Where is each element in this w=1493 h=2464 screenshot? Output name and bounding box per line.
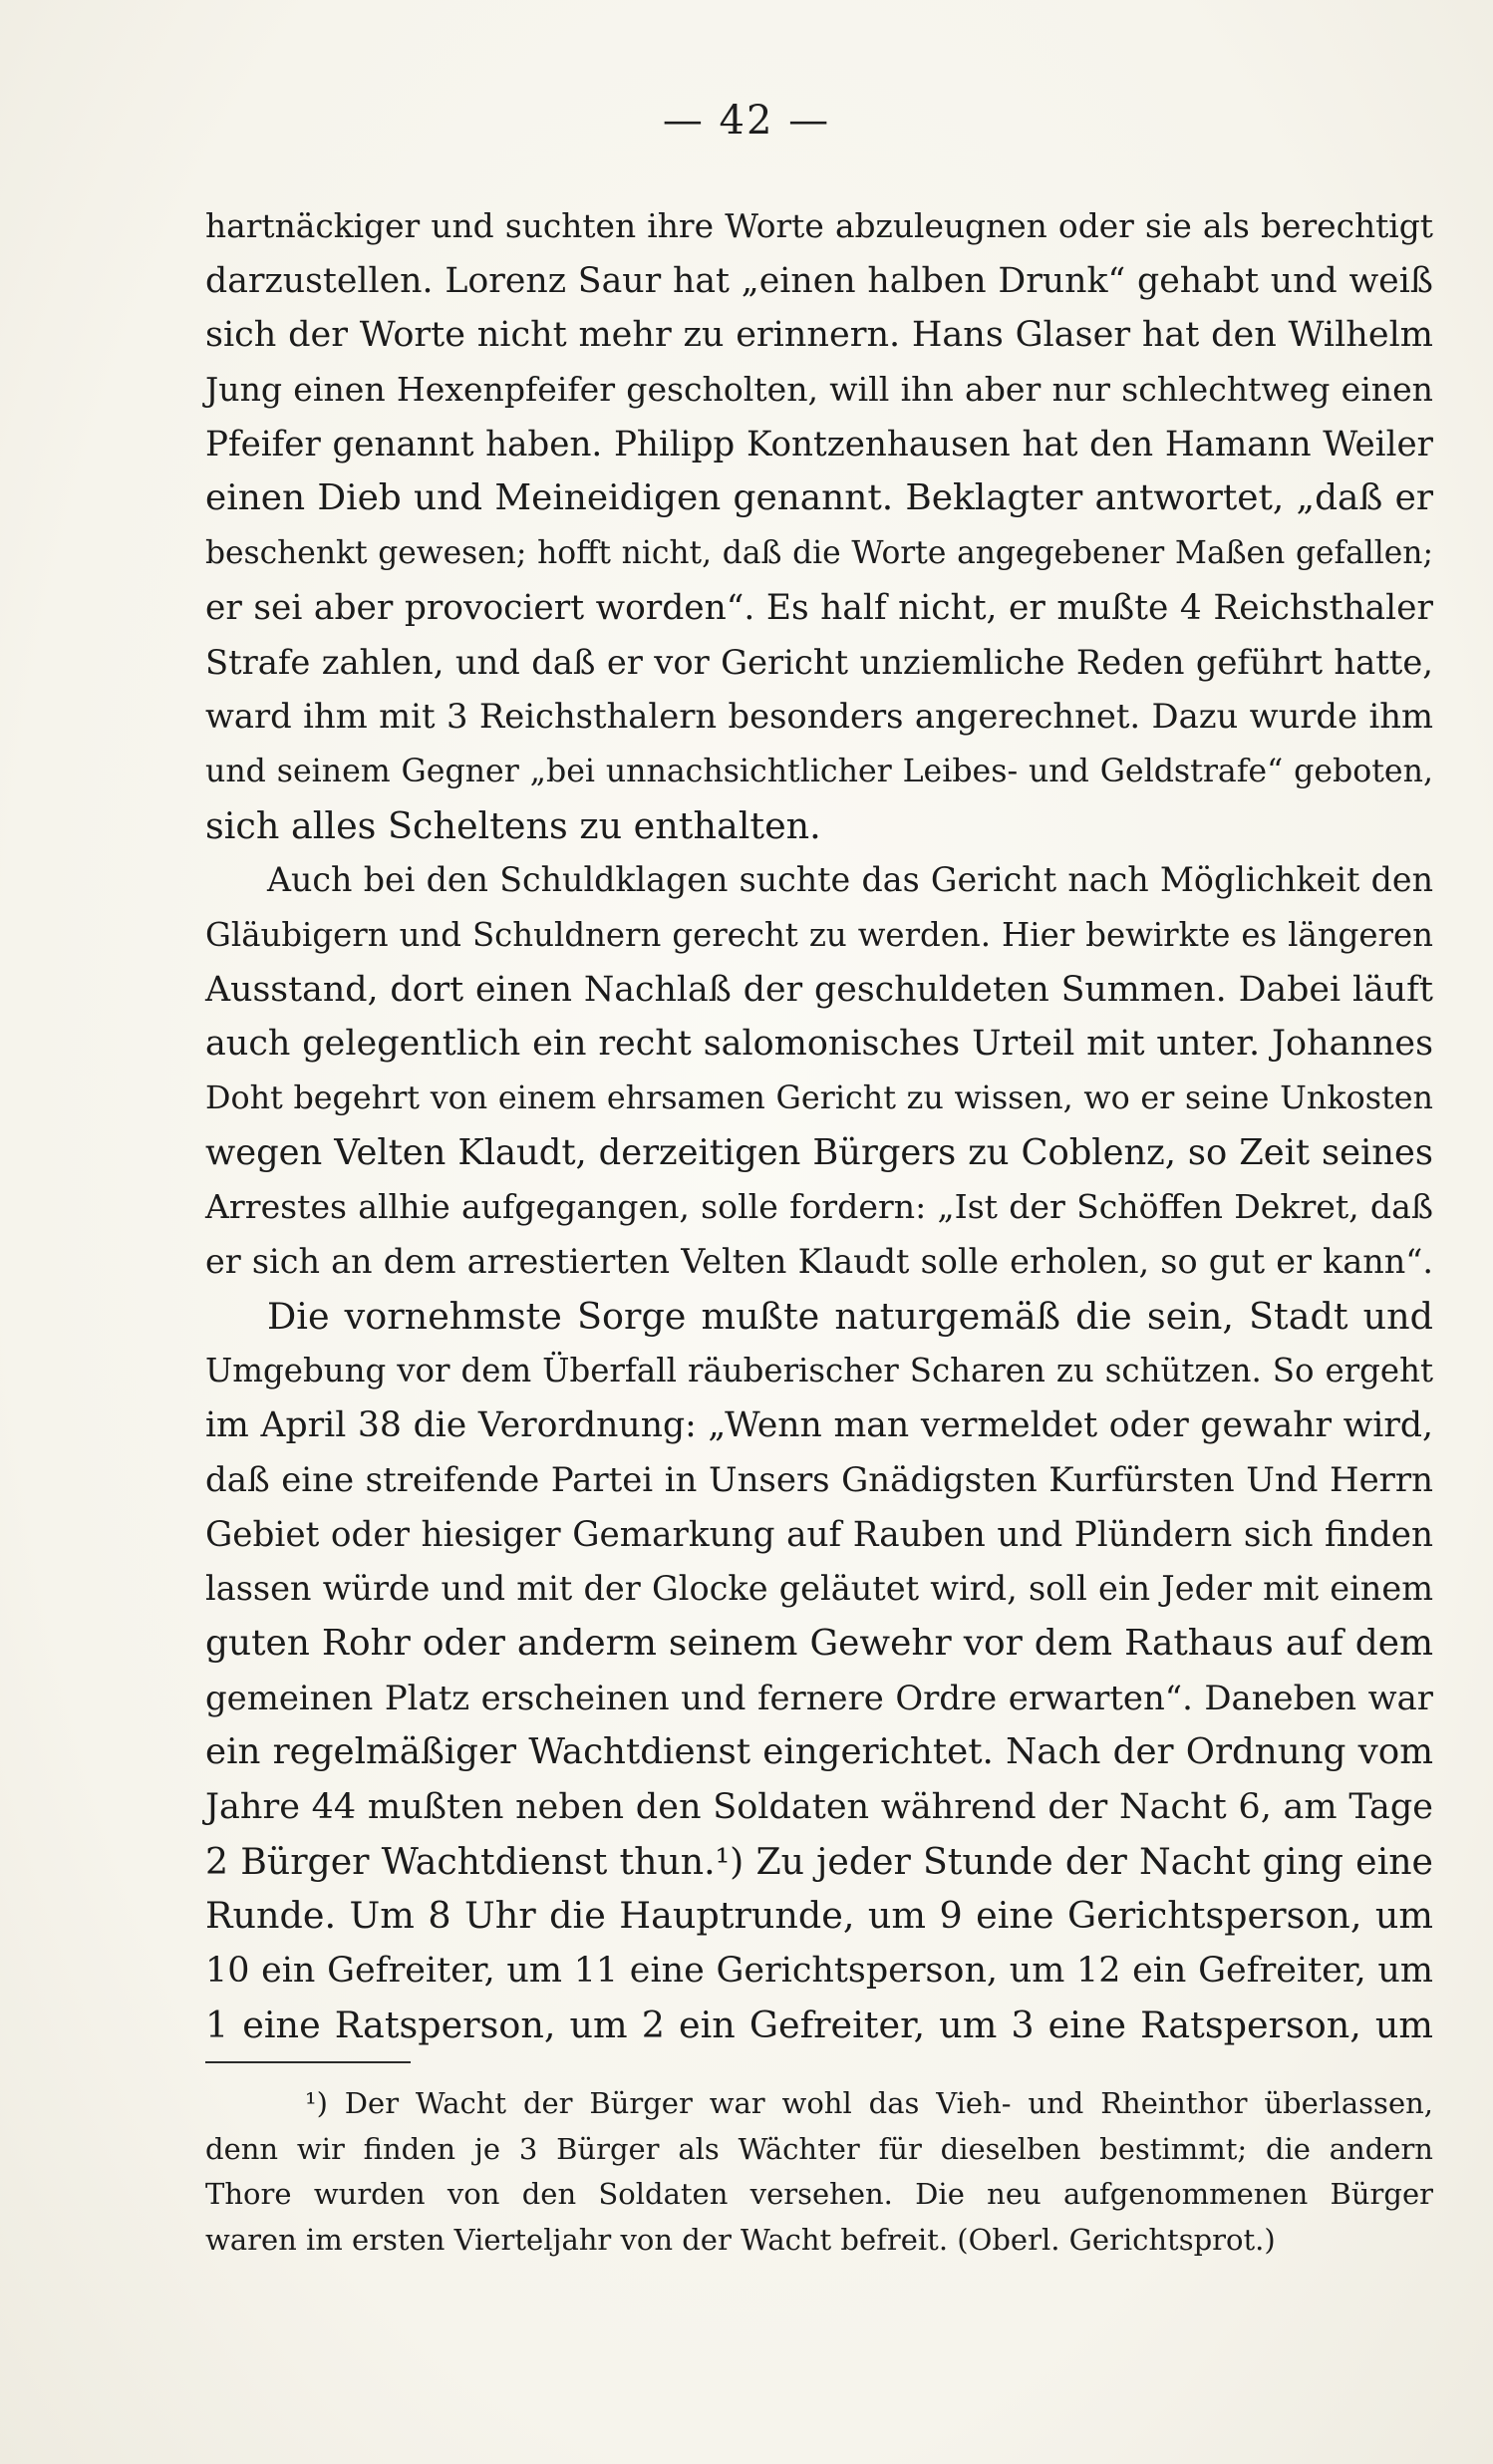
- footnote-line: Thore wurden von den Soldaten versehen. Die neu aufgenommenen Bürger: [205, 2177, 1433, 2211]
- text-line: wegen Velten Klaudt, derzeitigen Bürgers zu Coblenz, so Zeit seines: [205, 1131, 1433, 1173]
- text-line: 1 eine Ratsperson, um 2 ein Gefreiter, um 3 eine Ratsperson, um: [205, 2002, 1433, 2046]
- text-line: 10 ein Gefreiter, um 11 eine Gerichtsperson, um 12 ein Gefreiter, um: [205, 1951, 1433, 1991]
- text-line: beschenkt gewesen; hofft nicht, daß die Worte angegebener Maßen gefallen;: [205, 535, 1433, 572]
- text-line: Strafe zahlen, und daß er vor Gericht unziemliche Reden geführt hatte,: [205, 642, 1433, 682]
- text-line: er sich an dem arrestierten Velten Klaudt solle erholen, so gut er kann“.: [205, 1242, 1433, 1282]
- text-line: Die vornehmste Sorge mußte naturgemäß die sein, Stadt und: [267, 1294, 1433, 1338]
- text-line: Umgebung vor dem Überfall räuberischer Scharen zu schützen. So ergeht: [205, 1352, 1433, 1390]
- text-line: Auch bei den Schuldklagen suchte das Gericht nach Möglichkeit den: [267, 860, 1433, 900]
- text-line: im April 38 die Verordnung: „Wenn man vermeldet oder gewahr wird,: [205, 1405, 1433, 1446]
- text-line: ein regelmäßiger Wachtdienst eingerichtet. Nach der Ordnung vom: [205, 1731, 1433, 1773]
- footnote-line: waren im ersten Vierteljahr von der Wacht befreit. (Oberl. Gerichtsprot.): [205, 2222, 1276, 2257]
- text-line: sich alles Scheltens zu enthalten.: [205, 803, 821, 847]
- text-line: darzustellen. Lorenz Saur hat „einen halben Drunk“ gehabt und weiß: [205, 260, 1433, 301]
- footnote-line: denn wir finden je 3 Bürger als Wächter für dieselben bestimmt; die andern: [205, 2131, 1433, 2166]
- text-line: daß eine streifende Partei in Unsers Gnädigsten Kurfürsten Und Herrn: [205, 1459, 1433, 1500]
- text-line: er sei aber provociert worden“. Es half nicht, er mußte 4 Reichsthaler: [205, 587, 1433, 628]
- page-number: — 42 —: [662, 98, 831, 144]
- text-line: ward ihm mit 3 Reichsthalern besonders angerechnet. Dazu wurde ihm: [205, 697, 1433, 737]
- text-line: Jahre 44 mußten neben den Soldaten während der Nacht 6, am Tage: [205, 1785, 1433, 1827]
- text-line: einen Dieb und Meineidigen genannt. Beklagter antwortet, „daß er: [205, 477, 1433, 519]
- text-line: und seinem Gegner „bei unnachsichtlicher Leibes- und Geldstrafe“ geboten,: [205, 753, 1433, 789]
- text-line: auch gelegentlich ein recht salomonisches Urteil mit unter. Johannes: [205, 1024, 1433, 1065]
- footnote-line: ¹) Der Wacht der Bürger war wohl das Vieh- und Rheinthor überlassen,: [305, 2086, 1433, 2120]
- footnotes: [205, 2081, 1433, 2263]
- text-line: Jung einen Hexenpfeifer gescholten, will ihn aber nur schlechtweg einen: [205, 370, 1433, 410]
- text-line: guten Rohr oder anderm seinem Gewehr vor dem Rathaus auf dem: [205, 1622, 1433, 1664]
- text-line: Pfeifer genannt haben. Philipp Kontzenhausen hat den Hamann Weiler: [205, 424, 1433, 464]
- text-line: Gläubigern und Schuldnern gerecht zu werden. Hier bewirkte es längeren: [205, 915, 1433, 954]
- text-line: Ausstand, dort einen Nachlaß der geschuldeten Summen. Dabei läuft: [205, 969, 1433, 1010]
- text-line: Runde. Um 8 Uhr die Hauptrunde, um 9 eine Gerichtsperson, um: [205, 1894, 1433, 1938]
- main-text: [205, 199, 1433, 2052]
- text-line: sich der Worte nicht mehr zu erinnern. Hans Glaser hat den Wilhelm: [205, 314, 1433, 356]
- footnote-divider: [205, 2061, 411, 2063]
- text-line: lassen würde und mit der Glocke geläutet wird, soll ein Jeder mit einem: [205, 1569, 1433, 1609]
- text-line: hartnäckiger und suchten ihre Worte abzuleugnen oder sie als berechtigt: [205, 207, 1433, 245]
- text-line: 2 Bürger Wachtdienst thun.¹) Zu jeder Stunde der Nacht ging eine: [205, 1839, 1433, 1883]
- text-line: Gebiet oder hiesiger Gemarkung auf Rauben und Plündern sich finden: [205, 1514, 1433, 1555]
- text-line: gemeinen Platz erscheinen und fernere Ordre erwarten“. Daneben war: [205, 1678, 1433, 1717]
- text-line: Arrestes allhie aufgegangen, solle fordern: „Ist der Schöffen Dekret, daß: [205, 1187, 1433, 1227]
- text-line: Doht begehrt von einem ehrsamen Gericht zu wissen, wo er seine Unkosten: [205, 1080, 1433, 1116]
